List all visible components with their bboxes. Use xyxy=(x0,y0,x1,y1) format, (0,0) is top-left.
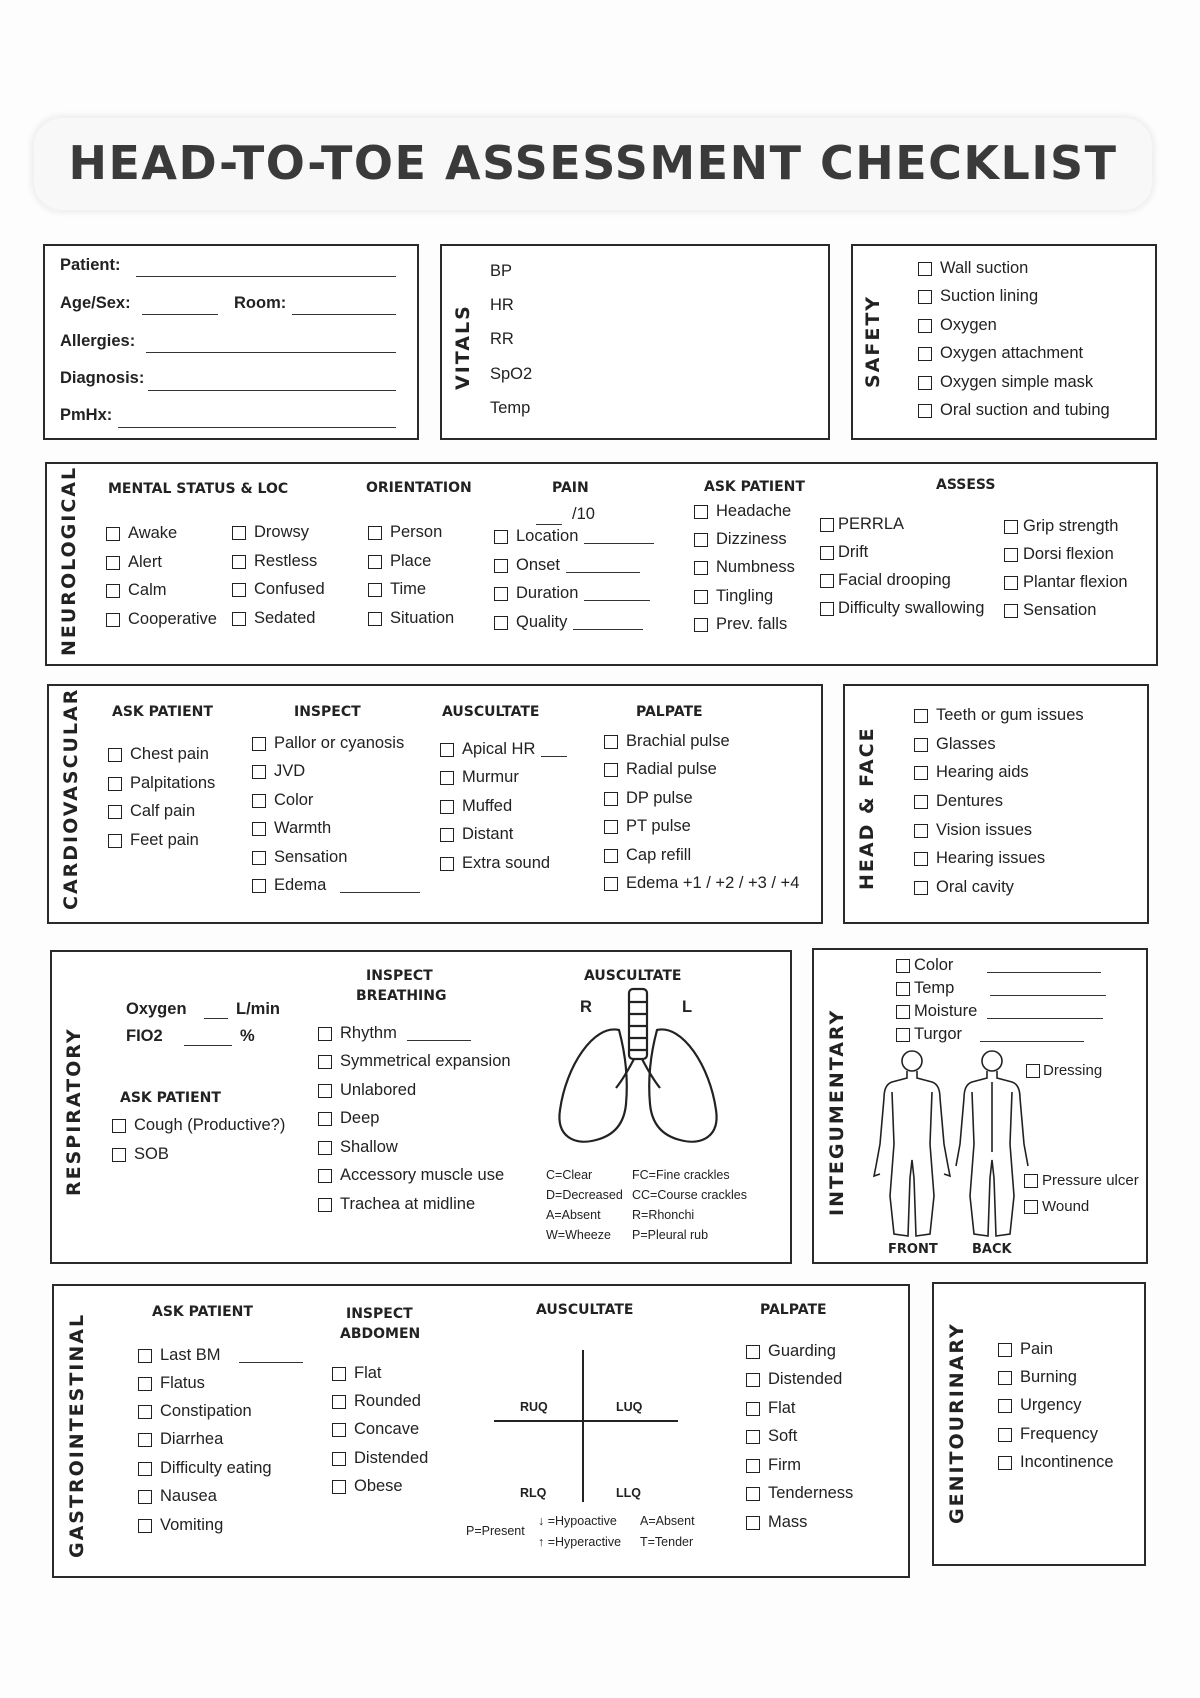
resp-rhythm[interactable]: Rhythm xyxy=(318,1024,471,1043)
checkbox[interactable] xyxy=(232,583,246,597)
checkbox[interactable] xyxy=(820,602,834,616)
oxygen-flow-field[interactable] xyxy=(204,1018,228,1019)
checkbox[interactable] xyxy=(820,518,834,532)
orientation-header: ORIENTATION xyxy=(366,480,472,496)
gi-vomiting[interactable]: Vomiting xyxy=(138,1516,223,1535)
cv-brachial-pulse[interactable]: Brachial pulse xyxy=(604,732,730,751)
checkbox[interactable] xyxy=(332,1423,346,1437)
pmhx-field[interactable] xyxy=(118,427,396,428)
checkbox[interactable] xyxy=(896,1005,910,1019)
checkbox[interactable] xyxy=(914,738,928,752)
patient-label: Patient: xyxy=(60,256,121,274)
integ-color[interactable]: Color xyxy=(896,956,1101,975)
checkbox[interactable] xyxy=(998,1343,1012,1357)
checkbox[interactable] xyxy=(494,587,508,601)
checkbox[interactable] xyxy=(604,792,618,806)
checkbox[interactable] xyxy=(918,290,932,304)
pain-location-field[interactable] xyxy=(584,529,654,544)
checkbox[interactable] xyxy=(914,881,928,895)
safety-suction-lining[interactable]: Suction lining xyxy=(918,287,1038,306)
checkbox[interactable] xyxy=(918,347,932,361)
quadrant-luq: LUQ xyxy=(616,1400,643,1414)
gi-obese[interactable]: Obese xyxy=(332,1477,403,1496)
gi-guarding[interactable]: Guarding xyxy=(746,1342,836,1361)
checkbox[interactable] xyxy=(896,982,910,996)
assess-drift[interactable]: Drift xyxy=(820,543,868,562)
legend-hyperactive: ↑ =Hyperactive xyxy=(538,1535,622,1549)
checkbox[interactable] xyxy=(138,1462,152,1476)
quadrant-rlq: RLQ xyxy=(520,1486,547,1500)
cv-palpitations[interactable]: Palpitations xyxy=(108,774,215,793)
gi-diarrhea[interactable]: Diarrhea xyxy=(138,1430,223,1449)
checkbox[interactable] xyxy=(694,533,708,547)
checkbox[interactable] xyxy=(694,590,708,604)
neuro-prev-falls[interactable]: Prev. falls xyxy=(694,615,787,634)
gu-pain[interactable]: Pain xyxy=(998,1340,1053,1359)
hf-glasses[interactable]: Glasses xyxy=(914,735,996,754)
body-front-icon xyxy=(872,1048,952,1240)
integ-wound[interactable]: Wound xyxy=(1024,1198,1089,1215)
gi-auscultate-header: AUSCULTATE xyxy=(536,1302,634,1318)
gi-last-bm[interactable]: Last BM xyxy=(138,1346,303,1365)
cv-sensation[interactable]: Sensation xyxy=(252,848,347,867)
neuro-ask-patient-header: ASK PATIENT xyxy=(704,479,805,495)
checkbox[interactable] xyxy=(252,851,266,865)
assess-perrla[interactable]: PERRLA xyxy=(820,515,904,534)
checkbox[interactable] xyxy=(318,1084,332,1098)
inspect-breathing-header-2: BREATHING xyxy=(356,988,447,1004)
gi-nausea[interactable]: Nausea xyxy=(138,1487,217,1506)
quadrant-horizontal-line xyxy=(494,1420,678,1422)
cv-dp-pulse[interactable]: DP pulse xyxy=(604,789,693,808)
checkbox[interactable] xyxy=(252,879,266,893)
gi-distended[interactable]: Distended xyxy=(332,1449,428,1468)
patient-field[interactable] xyxy=(136,276,396,277)
gi-palpate-header: PALPATE xyxy=(760,1302,827,1318)
resp-auscultate-header: AUSCULTATE xyxy=(584,968,682,984)
pain-duration-field[interactable] xyxy=(584,586,650,601)
ms-alert[interactable]: Alert xyxy=(106,553,162,572)
checkbox[interactable] xyxy=(1004,576,1018,590)
checkbox[interactable] xyxy=(914,824,928,838)
allergies-field[interactable] xyxy=(146,352,396,353)
cv-chest-pain[interactable]: Chest pain xyxy=(108,745,209,764)
checkbox[interactable] xyxy=(694,618,708,632)
neuro-tingling[interactable]: Tingling xyxy=(694,587,773,606)
oxygen-unit: L/min xyxy=(236,1000,280,1018)
head-face-label: HEAD & FACE xyxy=(856,726,878,890)
pmhx-label: PmHx: xyxy=(60,406,113,424)
checkbox[interactable] xyxy=(332,1480,346,1494)
orient-situation[interactable]: Situation xyxy=(368,609,454,628)
gi-flatus[interactable]: Flatus xyxy=(138,1374,205,1393)
hf-hearing-issues[interactable]: Hearing issues xyxy=(914,849,1045,868)
checkbox[interactable] xyxy=(440,828,454,842)
checkbox[interactable] xyxy=(318,1027,332,1041)
hf-hearing-aids[interactable]: Hearing aids xyxy=(914,763,1029,782)
cv-ask-patient-header: ASK PATIENT xyxy=(112,704,213,720)
checkbox[interactable] xyxy=(106,613,120,627)
checkbox[interactable] xyxy=(918,376,932,390)
body-back-icon xyxy=(952,1048,1032,1240)
checkbox[interactable] xyxy=(896,1028,910,1042)
checkbox[interactable] xyxy=(138,1519,152,1533)
lung-left-label: L xyxy=(682,998,693,1016)
legend-decreased: D=Decreased xyxy=(546,1188,623,1202)
vital-temp: Temp xyxy=(490,399,531,417)
cv-pt-pulse[interactable]: PT pulse xyxy=(604,817,691,836)
gi-firm[interactable]: Firm xyxy=(746,1456,801,1475)
checkbox[interactable] xyxy=(918,319,932,333)
ms-restless[interactable]: Restless xyxy=(232,552,317,571)
safety-oxygen[interactable]: Oxygen xyxy=(918,316,997,335)
checkbox[interactable] xyxy=(494,559,508,573)
cv-muffed[interactable]: Muffed xyxy=(440,797,512,816)
gi-rounded[interactable]: Rounded xyxy=(332,1392,421,1411)
vital-hr: HR xyxy=(490,296,514,314)
checkbox[interactable] xyxy=(1004,520,1018,534)
integ-temp[interactable]: Temp xyxy=(896,979,1106,998)
assess-difficulty-swallowing[interactable]: Difficulty swallowing xyxy=(820,599,984,618)
vital-spo2: SpO2 xyxy=(490,365,533,383)
resp-sob[interactable]: SOB xyxy=(112,1145,169,1164)
diagnosis-field[interactable] xyxy=(148,390,396,391)
gu-urgency[interactable]: Urgency xyxy=(998,1396,1081,1415)
checkbox[interactable] xyxy=(440,857,454,871)
gu-frequency[interactable]: Frequency xyxy=(998,1425,1098,1444)
resp-rhythm-field[interactable] xyxy=(407,1026,471,1041)
integ-dressing[interactable]: Dressing xyxy=(1026,1062,1102,1079)
legend-pleural-rub: P=Pleural rub xyxy=(632,1228,709,1242)
cv-edema[interactable]: Edema xyxy=(252,876,420,895)
assess-facial-drooping[interactable]: Facial drooping xyxy=(820,571,951,590)
checkbox[interactable] xyxy=(604,820,618,834)
legend-wheeze: W=Wheeze xyxy=(546,1228,611,1242)
gi-soft[interactable]: Soft xyxy=(746,1427,797,1446)
safety-oxygen-simple-mask[interactable]: Oxygen simple mask xyxy=(918,373,1093,392)
checkbox[interactable] xyxy=(318,1198,332,1212)
cv-apical-hr-field[interactable] xyxy=(541,742,567,757)
safety-oral-suction[interactable]: Oral suction and tubing xyxy=(918,401,1110,420)
checkbox[interactable] xyxy=(896,959,910,973)
checkbox[interactable] xyxy=(998,1371,1012,1385)
lungs-icon xyxy=(544,986,734,1154)
checkbox[interactable] xyxy=(440,743,454,757)
resp-trachea[interactable]: Trachea at midline xyxy=(318,1195,475,1214)
checkbox[interactable] xyxy=(318,1112,332,1126)
hf-dentures[interactable]: Dentures xyxy=(914,792,1003,811)
checkbox[interactable] xyxy=(108,805,122,819)
checkbox[interactable] xyxy=(494,616,508,630)
cv-color[interactable]: Color xyxy=(252,791,313,810)
checkbox[interactable] xyxy=(440,771,454,785)
checkbox[interactable] xyxy=(746,1459,760,1473)
cv-edema-grade[interactable]: Edema +1 / +2 / +3 / +4 xyxy=(604,874,799,893)
checkbox[interactable] xyxy=(914,766,928,780)
checkbox[interactable] xyxy=(318,1055,332,1069)
checkbox[interactable] xyxy=(332,1367,346,1381)
pain-score-field[interactable] xyxy=(536,524,562,525)
gu-burning[interactable]: Burning xyxy=(998,1368,1077,1387)
checkbox[interactable] xyxy=(318,1169,332,1183)
resp-unlabored[interactable]: Unlabored xyxy=(318,1081,416,1100)
cv-cap-refill[interactable]: Cap refill xyxy=(604,846,691,865)
cv-pallor[interactable]: Pallor or cyanosis xyxy=(252,734,404,753)
cardiovascular-label: CARDIOVASCULAR xyxy=(60,687,82,910)
cv-palpate-header: PALPATE xyxy=(636,704,703,720)
checkbox[interactable] xyxy=(138,1490,152,1504)
resp-accessory[interactable]: Accessory muscle use xyxy=(318,1166,504,1185)
checkbox[interactable] xyxy=(918,262,932,276)
checkbox[interactable] xyxy=(232,526,246,540)
checkbox[interactable] xyxy=(998,1428,1012,1442)
orient-place[interactable]: Place xyxy=(368,552,431,571)
resp-shallow[interactable]: Shallow xyxy=(318,1138,398,1157)
pain-onset[interactable]: Onset xyxy=(494,556,640,575)
title-banner xyxy=(34,118,1152,210)
checkbox[interactable] xyxy=(1004,604,1018,618)
gi-palp-distended[interactable]: Distended xyxy=(746,1370,842,1389)
checkbox[interactable] xyxy=(368,612,382,626)
checkbox[interactable] xyxy=(108,748,122,762)
checkbox[interactable] xyxy=(604,877,618,891)
oxygen-label: Oxygen xyxy=(126,1000,187,1018)
checkbox[interactable] xyxy=(112,1148,126,1162)
inspect-abdomen-header-1: INSPECT xyxy=(346,1306,413,1322)
checkbox[interactable] xyxy=(368,526,382,540)
gi-ask-patient-header: ASK PATIENT xyxy=(152,1304,253,1320)
checkbox[interactable] xyxy=(1004,548,1018,562)
cv-distant[interactable]: Distant xyxy=(440,825,513,844)
checkbox[interactable] xyxy=(746,1516,760,1530)
cv-apical-hr[interactable]: Apical HR xyxy=(440,740,567,759)
resp-symmetrical[interactable]: Symmetrical expansion xyxy=(318,1052,511,1071)
gi-last-bm-field[interactable] xyxy=(239,1348,303,1363)
pain-scale: /10 xyxy=(572,505,595,523)
cv-warmth[interactable]: Warmth xyxy=(252,819,331,838)
assess-header: ASSESS xyxy=(936,477,996,493)
gi-constipation[interactable]: Constipation xyxy=(138,1402,252,1421)
checkbox[interactable] xyxy=(694,561,708,575)
legend-clear: C=Clear xyxy=(546,1168,593,1182)
checkbox[interactable] xyxy=(252,822,266,836)
vital-rr: RR xyxy=(490,330,514,348)
legend-absent: A=Absent xyxy=(546,1208,601,1222)
checkbox[interactable] xyxy=(368,583,382,597)
assess-plantar-flexion[interactable]: Plantar flexion xyxy=(1004,573,1128,592)
ms-sedated[interactable]: Sedated xyxy=(232,609,315,628)
checkbox[interactable] xyxy=(252,794,266,808)
cv-extra-sound[interactable]: Extra sound xyxy=(440,854,550,873)
checkbox[interactable] xyxy=(746,1430,760,1444)
checkbox[interactable] xyxy=(318,1141,332,1155)
assess-sensation[interactable]: Sensation xyxy=(1004,601,1096,620)
neuro-numbness[interactable]: Numbness xyxy=(694,558,795,577)
safety-oxygen-attachment[interactable]: Oxygen attachment xyxy=(918,344,1083,363)
resp-ask-patient-header: ASK PATIENT xyxy=(120,1090,221,1106)
checkbox[interactable] xyxy=(368,555,382,569)
inspect-breathing-header-1: INSPECT xyxy=(366,968,433,984)
legend-course-crackles: CC=Course crackles xyxy=(632,1188,747,1202)
legend-gi-absent: A=Absent xyxy=(640,1514,695,1528)
checkbox[interactable] xyxy=(232,555,246,569)
cv-jvd[interactable]: JVD xyxy=(252,762,305,781)
resp-deep[interactable]: Deep xyxy=(318,1109,379,1128)
cv-radial-pulse[interactable]: Radial pulse xyxy=(604,760,717,779)
assess-dorsi-flexion[interactable]: Dorsi flexion xyxy=(1004,545,1114,564)
ms-drowsy[interactable]: Drowsy xyxy=(232,523,309,542)
checkbox[interactable] xyxy=(332,1452,346,1466)
ms-confused[interactable]: Confused xyxy=(232,580,325,599)
checkbox[interactable] xyxy=(138,1377,152,1391)
quadrant-vertical-line xyxy=(582,1350,584,1502)
respiratory-label: RESPIRATORY xyxy=(63,1027,85,1196)
integ-pressure-ulcer[interactable]: Pressure ulcer xyxy=(1024,1172,1139,1189)
vital-bp: BP xyxy=(490,262,513,280)
age-sex-label: Age/Sex: xyxy=(60,294,131,312)
cv-murmur[interactable]: Murmur xyxy=(440,768,519,787)
checkbox[interactable] xyxy=(914,709,928,723)
front-label: FRONT xyxy=(888,1242,938,1257)
checkbox[interactable] xyxy=(914,852,928,866)
checkbox[interactable] xyxy=(604,849,618,863)
allergies-label: Allergies: xyxy=(60,332,136,350)
quadrant-ruq: RUQ xyxy=(520,1400,548,1414)
resp-cough[interactable]: Cough (Productive?) xyxy=(112,1116,285,1135)
checkbox[interactable] xyxy=(694,505,708,519)
hf-oral-cavity[interactable]: Oral cavity xyxy=(914,878,1014,897)
integ-turgor[interactable]: Turgor xyxy=(896,1025,1084,1044)
gi-tenderness[interactable]: Tenderness xyxy=(746,1484,853,1503)
pain-header: PAIN xyxy=(552,480,589,496)
checkbox[interactable] xyxy=(106,584,120,598)
legend-hypoactive: ↓ =Hypoactive xyxy=(538,1514,617,1528)
checkbox[interactable] xyxy=(746,1345,760,1359)
fio2-field[interactable] xyxy=(184,1045,232,1046)
fio2-unit: % xyxy=(240,1027,255,1045)
inspect-abdomen-header-2: ABDOMEN xyxy=(340,1326,421,1342)
checkbox[interactable] xyxy=(604,763,618,777)
integ-turgor-field[interactable] xyxy=(980,1027,1084,1042)
checkbox[interactable] xyxy=(440,800,454,814)
orient-time[interactable]: Time xyxy=(368,580,426,599)
page-title: HEAD-TO-TOE ASSESSMENT CHECKLIST xyxy=(68,136,1118,190)
ms-cooperative[interactable]: Cooperative xyxy=(106,610,217,629)
checkbox[interactable] xyxy=(494,530,508,544)
genitourinary-label: GENITOURINARY xyxy=(946,1322,968,1524)
pain-quality-field[interactable] xyxy=(573,615,643,630)
checkbox[interactable] xyxy=(998,1456,1012,1470)
checkbox[interactable] xyxy=(746,1487,760,1501)
vitals-label: VITALS xyxy=(452,304,474,390)
checkbox[interactable] xyxy=(106,527,120,541)
pain-onset-field[interactable] xyxy=(566,558,640,573)
diagnosis-label: Diagnosis: xyxy=(60,369,145,387)
checkbox[interactable] xyxy=(252,765,266,779)
checkbox[interactable] xyxy=(108,777,122,791)
legend-tender: T=Tender xyxy=(640,1535,694,1549)
checkbox[interactable] xyxy=(820,574,834,588)
integ-moisture-field[interactable] xyxy=(987,1004,1103,1019)
assess-grip-strength[interactable]: Grip strength xyxy=(1004,517,1118,536)
hf-vision-issues[interactable]: Vision issues xyxy=(914,821,1032,840)
checkbox[interactable] xyxy=(106,556,120,570)
mental-status-header: MENTAL STATUS & LOC xyxy=(108,481,289,497)
checkbox[interactable] xyxy=(252,737,266,751)
safety-wall-suction[interactable]: Wall suction xyxy=(918,259,1028,278)
gi-flat[interactable]: Flat xyxy=(332,1364,382,1383)
ms-calm[interactable]: Calm xyxy=(106,581,167,600)
cv-edema-field[interactable] xyxy=(340,878,420,893)
checkbox[interactable] xyxy=(998,1399,1012,1413)
pain-location[interactable]: Location xyxy=(494,527,654,546)
gi-mass[interactable]: Mass xyxy=(746,1513,807,1532)
integ-temp-field[interactable] xyxy=(990,981,1106,996)
cv-calf-pain[interactable]: Calf pain xyxy=(108,802,195,821)
cv-inspect-header: INSPECT xyxy=(294,704,361,720)
fio2-label: FIO2 xyxy=(126,1027,163,1045)
orient-person[interactable]: Person xyxy=(368,523,442,542)
checkbox[interactable] xyxy=(820,546,834,560)
room-field[interactable] xyxy=(292,314,396,315)
gastrointestinal-label: GASTROINTESTINAL xyxy=(66,1312,88,1558)
checkbox[interactable] xyxy=(112,1119,126,1133)
hf-teeth-gum[interactable]: Teeth or gum issues xyxy=(914,706,1084,725)
pain-duration[interactable]: Duration xyxy=(494,584,650,603)
checkbox[interactable] xyxy=(232,612,246,626)
checkbox[interactable] xyxy=(604,735,618,749)
checkbox[interactable] xyxy=(108,834,122,848)
legend-present: P=Present xyxy=(466,1524,525,1538)
integ-color-field[interactable] xyxy=(987,958,1101,973)
checkbox[interactable] xyxy=(914,795,928,809)
room-label: Room: xyxy=(234,294,287,312)
checkbox[interactable] xyxy=(138,1405,152,1419)
gi-concave[interactable]: Concave xyxy=(332,1420,419,1439)
checkbox[interactable] xyxy=(332,1395,346,1409)
neurological-label: NEUROLOGICAL xyxy=(58,465,80,656)
neuro-headache[interactable]: Headache xyxy=(694,502,791,521)
cv-auscultate-header: AUSCULTATE xyxy=(442,704,540,720)
back-label: BACK xyxy=(972,1242,1012,1257)
ms-awake[interactable]: Awake xyxy=(106,524,177,543)
gi-difficulty-eating[interactable]: Difficulty eating xyxy=(138,1459,272,1478)
age-sex-field[interactable] xyxy=(142,314,218,315)
checkbox[interactable] xyxy=(746,1373,760,1387)
neuro-dizziness[interactable]: Dizziness xyxy=(694,530,787,549)
lung-right-label: R xyxy=(580,998,592,1016)
pain-quality[interactable]: Quality xyxy=(494,613,643,632)
legend-rhonchi: R=Rhonchi xyxy=(632,1208,695,1222)
gu-incontinence[interactable]: Incontinence xyxy=(998,1453,1114,1472)
integumentary-label: INTEGUMENTARY xyxy=(826,1008,848,1216)
checkbox[interactable] xyxy=(138,1433,152,1447)
checkbox[interactable] xyxy=(138,1349,152,1363)
cv-feet-pain[interactable]: Feet pain xyxy=(108,831,199,850)
quadrant-llq: LLQ xyxy=(616,1486,641,1500)
checkbox[interactable] xyxy=(746,1402,760,1416)
integ-moisture[interactable]: Moisture xyxy=(896,1002,1103,1021)
checkbox[interactable] xyxy=(918,404,932,418)
safety-label: SAFETY xyxy=(862,294,884,388)
legend-fine-crackles: FC=Fine crackles xyxy=(632,1168,730,1182)
gi-palp-flat[interactable]: Flat xyxy=(746,1399,796,1418)
